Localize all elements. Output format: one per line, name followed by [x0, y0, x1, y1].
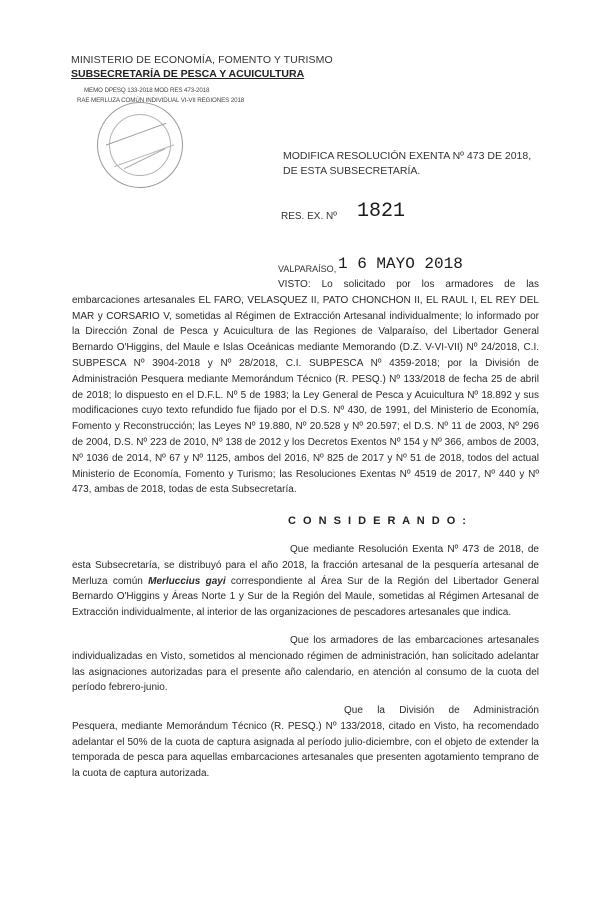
paragraph-1-text: de esta Subsecretaría, se distribuyó para el año 2018, la fracción artesanal de la pesquería artesanal de Merluza común — [72, 544, 539, 587]
visto-text: Lo solicitado por los armadores de las embarcaciones artesanales EL FARO, VELASQUEZ II, PATO CHONCHON II, EL RAUL I, EL REY DEL MAR y CORSARIO V, sometidas al Régimen de Extracción Artesanal individualmente; lo informado por la Dirección Zonal de Pesca y Acuicultura de las Regiones de Valparaíso, del Libertador General Bernardo O'Higgins, del Maule e Islas Oceánicas mediante Memorando (D.Z. V-VI-VII) Nº 24/2018, C.I. SUBPESCA Nº 3904-2018 y Nº 28/2018, C.I. SUBPESCA Nº 4359-2018; por la División de Administración Pesquera mediante Memorándum Técnico (R. PESQ.) Nº 133/2018 de fecha 25 de abril de 2018; lo dispuesto en el D.F.L. Nº 5 de 1983; la Ley General de Pesca y Acuicultura Nº 18.892 y sus modificaciones cuyo texto refundido fue fijado por el D.S. Nº 430, de 1991, del Ministerio de Economía, Fomento y Reconstrucción; las Leyes Nº 19.880, Nº 20.528 y Nº 20.597; el D.S. Nº 11 de 2003, Nº 296 de 2004, D.S. Nº 223 de 2010, Nº 138 de 2012 y los Decretos Exentos Nº 154 y Nº 366, ambos de 2003, Nº 1036 de 2014, Nº 67 y Nº 1125, ambos del 2016, Nº 825 de 2017 y Nº 51 de 2018, todos del actual Ministerio de Economía, Fomento y Turismo; las Resoluciones Exentas Nº 4519 de 2017, Nº 440 y Nº 473, ambas de 2018, todas de esta Subsecretaría. — [72, 279, 539, 496]
paragraph-1-text-cont: correspondiente al Área Sur de la Región del Libertador General Bernardo O'Higgins y Áreas Norte 1 y Sur de la Región del Maule, sometidas al Régimen Artesanal de Extracción individualmente, al interior de las organizaciones de pescadores artesanales que indica. — [72, 575, 539, 619]
resolution-number: 1821 — [357, 200, 406, 223]
ministry-name: MINISTERIO DE ECONOMÍA, FOMENTO Y TURISMO — [71, 54, 333, 66]
resolution-label: RES. EX. Nº — [281, 211, 337, 222]
considerando-paragraph-3 — [72, 703, 539, 782]
reference-line-rae: RAE MERLUZA COMÚN INDIVIDUAL VI-VII REGIONES 2018 — [77, 97, 245, 104]
considerando-paragraph-1 — [72, 542, 539, 621]
paragraph-2-lead: Que los armadores de las embarcaciones — [290, 635, 483, 646]
species-name: Merluccius gayi — [148, 575, 226, 587]
considerando-heading: C O N S I D E R A N D O : — [288, 515, 468, 527]
paragraph-3-text: mediante Memorándum Técnico (R. PESQ.) Nº 133/2018, citado en Visto, ha recomendado adelantar el 50% de la cuota de captura asignada al período julio-diciembre, con el objeto de extender la temporada de pesca para aquellas embarcaciones artesanales que presenten agotamiento temprano de la cuota de captura autorizada. — [72, 720, 539, 780]
considerando-paragraph-2 — [72, 633, 539, 696]
subsecretariat-name: SUBSECRETARÍA DE PESCA Y ACUICULTURA — [71, 68, 305, 80]
place-label: VALPARAÍSO, — [278, 264, 337, 274]
resolution-date: 1 6 MAYO 2018 — [338, 255, 463, 273]
resolution-subject: MODIFICA RESOLUCIÓN EXENTA Nº 473 DE 2018, DE ESTA SUBSECRETARÍA. — [283, 150, 532, 177]
visto-paragraph — [72, 277, 539, 498]
paragraph-1-lead: Que mediante Resolución Exenta Nº 473 de 2018, — [290, 544, 524, 555]
paragraph-3-lead: Que la División de Administración Pesquera, — [72, 705, 539, 732]
visto-lead: VISTO: — [278, 279, 311, 290]
paragraph-2-text: artesanales individualizadas en Visto, sometidos al mencionado régimen de administración, han solicitado adelantar las asignaciones autorizadas para el presente año calendario, en atención al consumo de la cuota del período febrero-junio. — [72, 635, 540, 694]
official-seal-stamp — [91, 96, 188, 193]
reference-line-memo: MEMO DPESQ 133-2018 MOD RES 473-2018 — [84, 87, 210, 94]
